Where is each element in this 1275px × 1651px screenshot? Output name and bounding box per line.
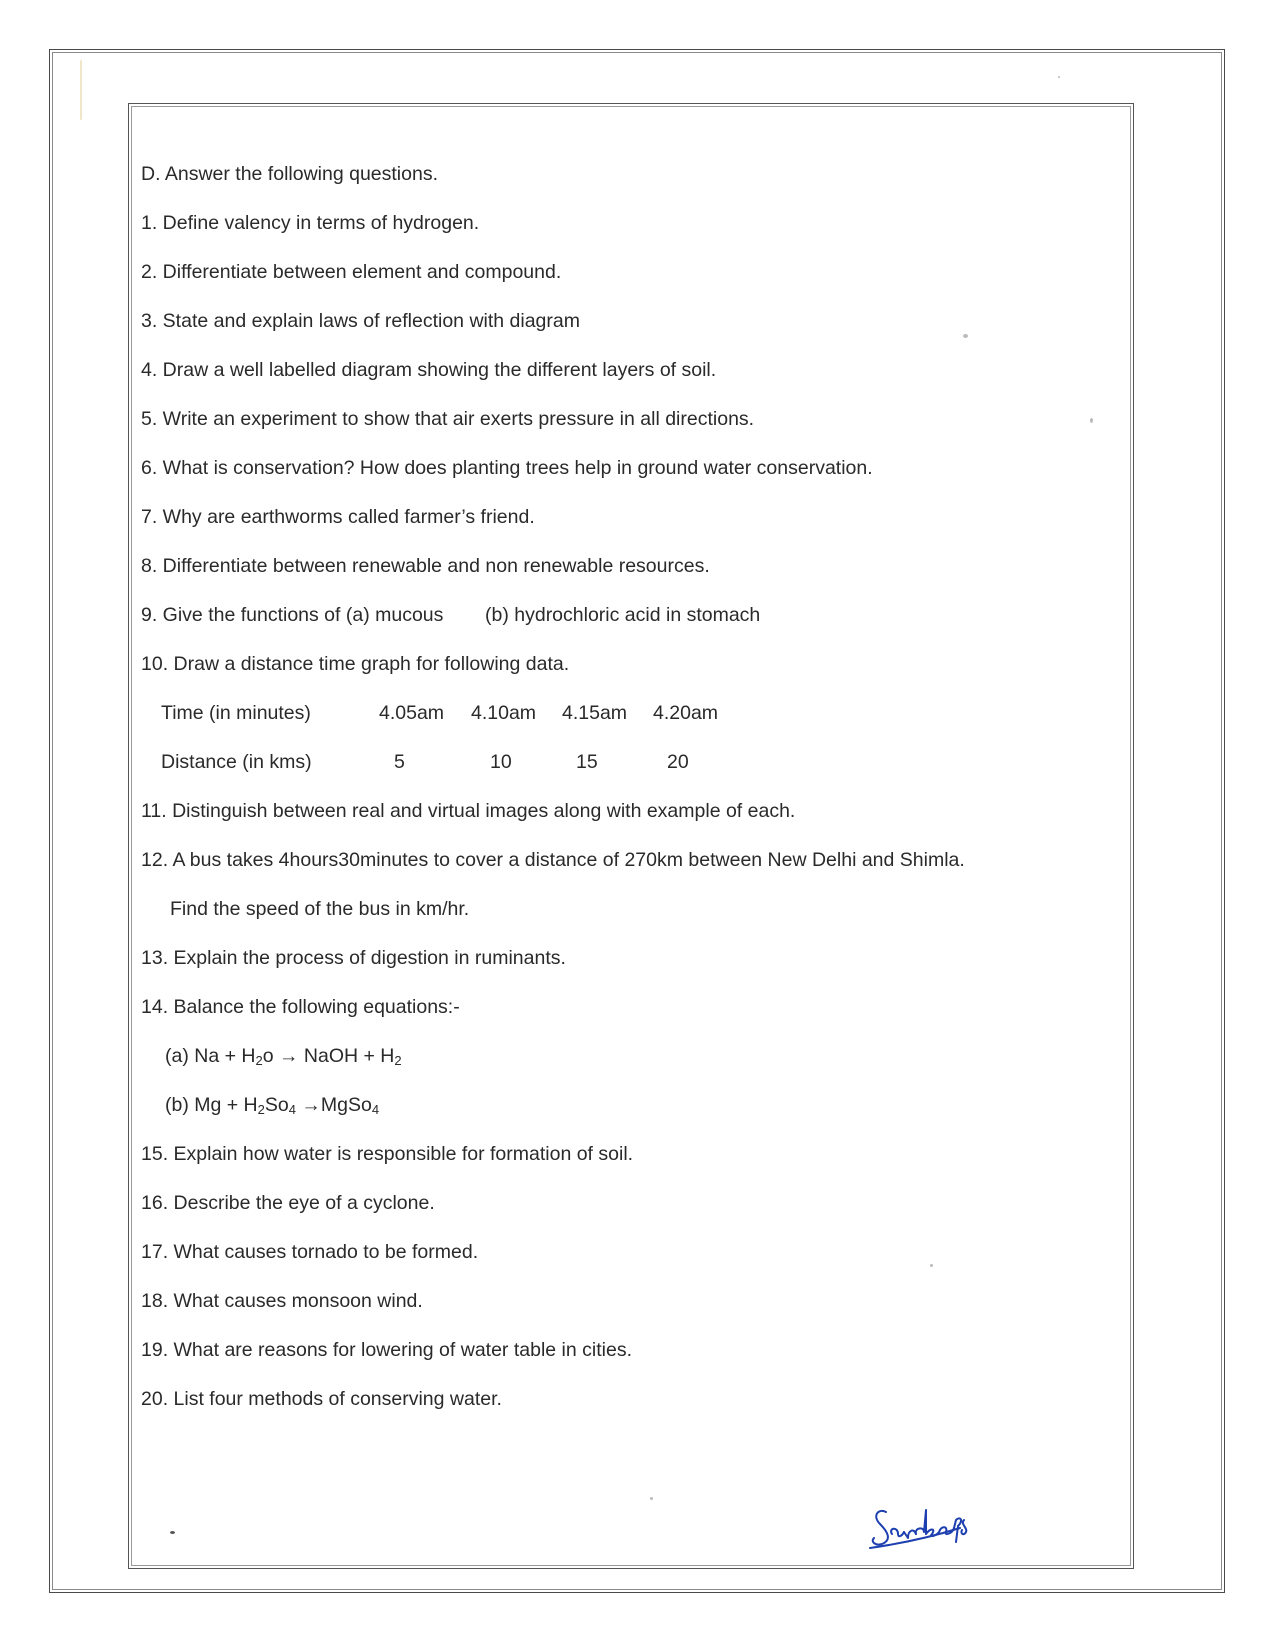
distance-cell: 5 (394, 751, 405, 773)
equation-b (165, 1093, 379, 1117)
question-2: 2. Differentiate between element and compound. (141, 261, 562, 283)
equation-b-subscript: 2 (257, 1102, 265, 1117)
time-cell: 4.15am (562, 702, 628, 724)
question-9-part-b: (b) hydrochloric acid in stomach (485, 604, 761, 626)
question-20: 20. List four methods of conserving water. (141, 1388, 502, 1410)
equation-b-subscript: 4 (371, 1102, 380, 1117)
question-3: 3. State and explain laws of reflection with diagram (141, 310, 580, 332)
equation-b-text: →MgSo (295, 1094, 372, 1116)
scan-speck (650, 1497, 653, 1500)
question-13: 13. Explain the process of digestion in ruminants. (141, 947, 566, 969)
section-heading: D. Answer the following questions. (141, 163, 438, 185)
distance-row-label: Distance (in kms) (161, 751, 312, 773)
question-11: 11. Distinguish between real and virtual images along with example of each. (141, 800, 796, 822)
question-18: 18. What causes monsoon wind. (141, 1290, 423, 1312)
time-cell: 4.20am (653, 702, 719, 724)
question-7: 7. Why are earthworms called farmer’s friend. (141, 506, 535, 528)
equation-a-subscript: 2 (394, 1053, 402, 1068)
distance-cell: 20 (667, 751, 689, 773)
scan-speck (930, 1264, 933, 1267)
equation-a-text: (a) Na + H (165, 1045, 256, 1067)
question-9-part-a: 9. Give the functions of (a) mucous (141, 604, 444, 626)
question-12-continuation: Find the speed of the bus in km/hr. (170, 898, 470, 920)
question-14: 14. Balance the following equations:- (141, 996, 460, 1018)
question-10: 10. Draw a distance time graph for following data. (141, 653, 570, 675)
question-1: 1. Define valency in terms of hydrogen. (141, 212, 480, 234)
question-8: 8. Differentiate between renewable and non renewable resources. (141, 555, 710, 577)
scan-speck (963, 334, 968, 338)
question-4: 4. Draw a well labelled diagram showing the different layers of soil. (141, 359, 717, 381)
question-5: 5. Write an experiment to show that air exerts pressure in all directions. (141, 408, 755, 430)
scan-edge-mark (80, 60, 82, 120)
question-19: 19. What are reasons for lowering of water table in cities. (141, 1339, 632, 1361)
equation-a (165, 1044, 402, 1068)
question-15: 15. Explain how water is responsible for formation of soil. (141, 1143, 634, 1165)
handwritten-signature (868, 1498, 978, 1563)
question-16: 16. Describe the eye of a cyclone. (141, 1192, 435, 1214)
time-row-label: Time (in minutes) (161, 702, 311, 724)
equation-a-subscript: 2 (255, 1053, 263, 1068)
distance-cell: 15 (576, 751, 598, 773)
scan-speck (170, 1531, 175, 1534)
equation-b-text: So (264, 1094, 289, 1116)
question-17: 17. What causes tornado to be formed. (141, 1241, 479, 1263)
time-cell: 4.05am (379, 702, 445, 724)
equation-b-text: (b) Mg + H (165, 1094, 258, 1116)
scan-speck (1058, 76, 1060, 78)
question-12: 12. A bus takes 4hours30minutes to cover a distance of 270km between New Delhi and Shimla. (141, 849, 965, 871)
equation-b-subscript: 4 (288, 1102, 296, 1117)
equation-a-text: o → NaOH + H (262, 1045, 395, 1067)
question-6: 6. What is conservation? How does planting trees help in ground water conservation. (141, 457, 873, 479)
time-cell: 4.10am (471, 702, 537, 724)
distance-cell: 10 (490, 751, 512, 773)
scan-speck (1090, 418, 1093, 423)
signature-drawing (868, 1498, 978, 1558)
